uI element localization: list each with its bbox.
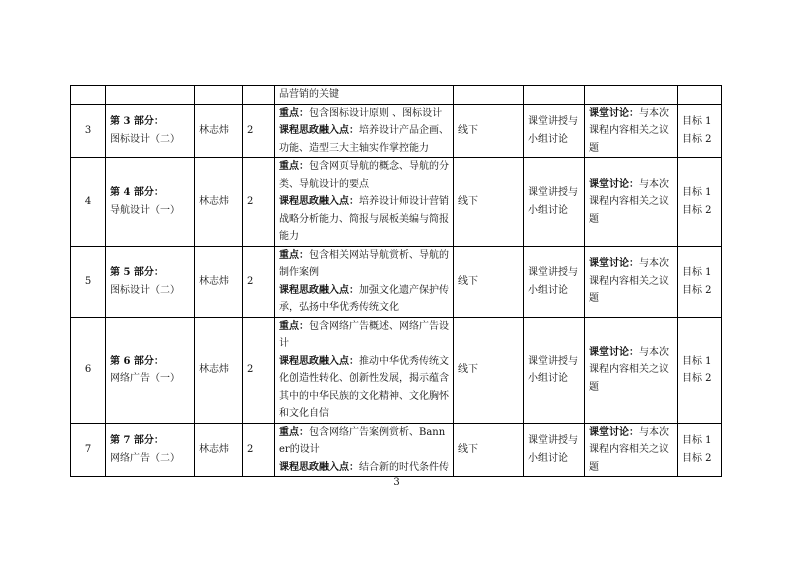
teacher-cell: 林志炜 [195,317,243,423]
goal-1: 目标 1 [682,267,712,278]
carryover-text: 品营销的关键 [279,89,339,100]
teacher-cell: 林志炜 [195,246,243,317]
topic-title: 网络广告（一） [110,373,180,384]
ideology-text: 培养设计产品企画、功能、造型三大主轴实作掌控能力 [279,125,449,154]
mode-cell: 线下 [454,158,524,247]
cell-num [71,86,106,105]
topic-cell [106,158,195,247]
discussion-cell [585,158,678,247]
discussion-text: 与本次课程内容相关之议题 [589,107,669,154]
cell-goals [678,86,722,105]
mode-cell: 线下 [454,423,524,477]
discussion-cell [585,246,678,317]
ideology-label: 课程思政融入点： [279,284,359,296]
cell-topic [106,86,195,105]
focus-label: 重点： [279,249,309,261]
topic-title: 网络广告（二） [110,452,180,464]
hours-cell: 2 [243,317,275,423]
part-label: 第 6 部分： [110,355,164,367]
method-cell: 课堂讲授与小组讨论 [524,246,585,317]
goal-1: 目标 1 [682,355,712,367]
discussion-cell [585,423,678,477]
row-number: 7 [71,423,106,477]
focus-text: 包含相关网站导航赏析、导航的制作案例 [279,249,449,278]
goal-1: 目标 1 [682,116,712,128]
hours-cell: 2 [243,158,275,247]
focus-label: 重点： [279,161,309,172]
focus-text: 包含图标设计原则 、图标设计 [309,107,443,119]
discussion-label: 课堂讨论： [589,258,639,270]
table-row [71,317,722,423]
ideology-label: 课程思政融入点： [279,461,359,473]
content-cell [275,423,454,477]
ideology-text: 推动中华优秀传统文化创造性转化、创新性发展，揭示蕴含其中的中华民族的文化精神、文化胸怀和文化自信 [279,355,449,419]
cell-content [275,86,454,105]
teacher-cell: 林志炜 [195,158,243,247]
goals-cell [678,104,722,158]
part-label: 第 4 部分： [110,187,164,199]
cell-method [524,86,585,105]
hours-cell: 2 [243,423,275,477]
method-cell: 课堂讲授与小组讨论 [524,104,585,158]
ideology-text: 结合新的时代条件传 [359,461,449,473]
topic-cell [106,423,195,477]
table-row [71,246,722,317]
goal-2: 目标 2 [682,204,712,216]
hours-cell: 2 [243,246,275,317]
discussion-cell [585,317,678,423]
goal-2: 目标 2 [682,133,712,145]
goals-cell [678,246,722,317]
goal-2: 目标 2 [682,452,712,464]
hours-cell: 2 [243,104,275,158]
content-cell [275,246,454,317]
topic-cell [106,246,195,317]
cell-teacher [195,86,243,105]
table-row [71,104,722,158]
teacher-cell: 林志炜 [195,423,243,477]
part-label: 第 5 部分： [110,267,164,278]
goals-cell [678,423,722,477]
discussion-text: 与本次课程内容相关之议题 [589,178,669,225]
row-number: 6 [71,317,106,423]
focus-text: 包含网页导航的概念、导航的分类、导航设计的要点 [279,161,449,190]
row-number: 4 [71,158,106,247]
topic-title: 图标设计（二） [110,284,180,296]
goal-2: 目标 2 [682,284,712,296]
ideology-label: 课程思政融入点： [279,355,359,367]
content-cell [275,104,454,158]
row-number: 3 [71,104,106,158]
content-cell [275,317,454,423]
row-number: 5 [71,246,106,317]
discussion-label: 课堂讨论： [589,426,639,438]
method-cell: 课堂讲授与小组讨论 [524,158,585,247]
method-cell: 课堂讲授与小组讨论 [524,317,585,423]
part-label: 第 7 部分： [110,435,164,447]
mode-cell: 线下 [454,246,524,317]
goal-1: 目标 1 [682,187,712,199]
ideology-text: 加强文化遗产保护传承，弘扬中华优秀传统文化 [279,284,449,313]
focus-text: 包含网络广告概述、网络广告设计 [279,320,449,349]
table-row [71,423,722,477]
content-cell [275,158,454,247]
course-schedule-table [70,85,722,477]
page-number: 3 [393,477,400,488]
discussion-text: 与本次课程内容相关之议题 [589,426,669,473]
ideology-label: 课程思政融入点： [279,196,359,207]
part-label: 第 3 部分： [110,116,164,128]
teacher-cell: 林志炜 [195,104,243,158]
discussion-text: 与本次课程内容相关之议题 [589,258,669,305]
focus-text: 包含网络广告案例赏析、Banner的设计 [279,426,446,455]
goals-cell [678,158,722,247]
topic-cell [106,317,195,423]
focus-label: 重点： [279,426,309,438]
discussion-text: 与本次课程内容相关之议题 [589,346,669,393]
goal-1: 目标 1 [682,435,712,447]
focus-label: 重点： [279,320,309,332]
discussion-label: 课堂讨论： [589,107,639,119]
table-row [71,158,722,247]
ideology-label: 课程思政融入点： [279,125,359,136]
cell-hours [243,86,275,105]
table-row-carryover [71,86,722,105]
method-cell: 课堂讲授与小组讨论 [524,423,585,477]
goal-2: 目标 2 [682,373,712,384]
discussion-cell [585,104,678,158]
mode-cell: 线下 [454,317,524,423]
mode-cell: 线下 [454,104,524,158]
focus-label: 重点： [279,107,309,119]
cell-mode [454,86,524,105]
topic-title: 图标设计（二） [110,133,180,145]
discussion-label: 课堂讨论： [589,178,639,190]
discussion-label: 课堂讨论： [589,346,639,358]
topic-title: 导航设计（一） [110,204,180,216]
ideology-text: 培养设计师设计营销战略分析能力、简报与展板美编与简报能力 [279,196,449,242]
cell-discussion [585,86,678,105]
goals-cell [678,317,722,423]
topic-cell [106,104,195,158]
